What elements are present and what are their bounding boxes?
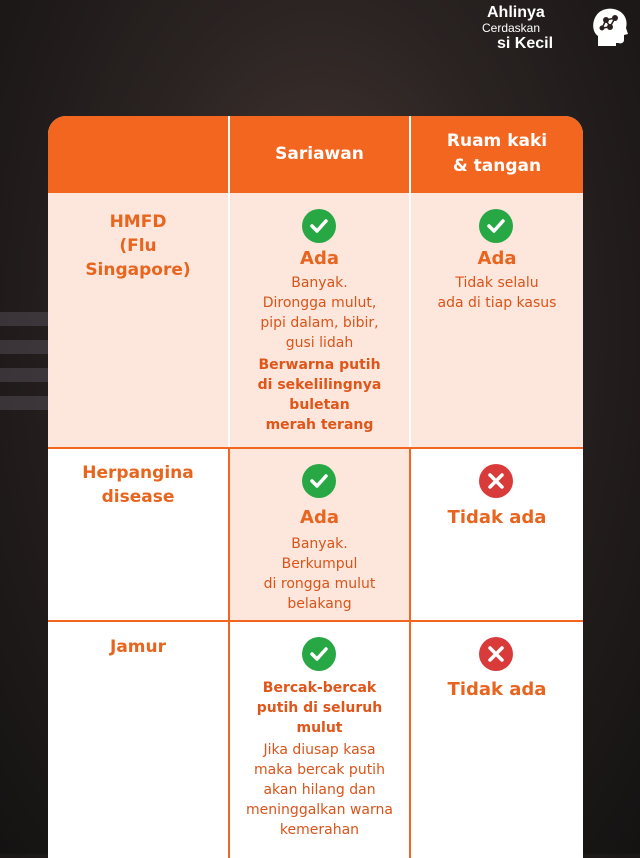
- status-text: Ada: [300, 507, 339, 528]
- row1-ruam-cell: [411, 193, 583, 448]
- header-cell-ruam: [411, 116, 583, 193]
- note-text: Bercak-bercak putih di seluruh mulut: [256, 680, 383, 736]
- row3-sariawan-cell: [230, 622, 409, 858]
- brand-line-3: si Kecil: [497, 35, 554, 52]
- row1-sariawan-cell: [230, 193, 409, 448]
- row-label: Jamur: [110, 637, 166, 657]
- row-label: HMFD (Flu Singapore): [85, 212, 191, 280]
- comparison-table: [48, 116, 583, 858]
- row-divider: [228, 449, 230, 621]
- status-text: Tidak ada: [447, 507, 547, 528]
- status-text: Ada: [300, 248, 339, 269]
- row-divider: [409, 449, 411, 621]
- header-label-sariawan: Sariawan: [275, 144, 364, 164]
- header-label-ruam: Ruam kaki & tangan: [446, 131, 548, 176]
- cross-icon: [479, 464, 513, 498]
- check-icon: [302, 209, 336, 243]
- description-text: Tidak selalu ada di tiap kasus: [437, 275, 557, 311]
- status-text: Tidak ada: [447, 679, 547, 700]
- header-cell-sariawan: [230, 116, 409, 193]
- description-text: Banyak. Dirongga mulut, pipi dalam, bibir, gusi lidah: [260, 275, 379, 351]
- check-icon: [302, 637, 336, 671]
- cross-icon: [479, 637, 513, 671]
- row3-ruam-cell: [411, 622, 583, 858]
- brain-head-icon: [590, 6, 630, 50]
- row2-sariawan-cell: [230, 449, 409, 621]
- row-divider: [228, 193, 230, 448]
- header-divider: [228, 116, 230, 193]
- row-divider: [409, 622, 411, 858]
- header-divider: [409, 116, 411, 193]
- brand-logo: [460, 4, 630, 54]
- row-divider: [228, 622, 230, 858]
- row-label: Herpangina disease: [82, 463, 194, 507]
- description-text: Banyak. Berkumpul di rongga mulut belakang: [263, 536, 376, 612]
- note-text: Berwarna putih di sekelilingnya buletan merah terang: [257, 357, 382, 433]
- row2-ruam-cell: [411, 449, 583, 621]
- brand-line-1: Ahlinya: [487, 4, 545, 21]
- row3-label-cell: [48, 622, 228, 858]
- header-cell-empty: [48, 116, 228, 193]
- row2-label-cell: [48, 449, 228, 621]
- check-icon: [302, 464, 336, 498]
- row1-label-cell: [48, 193, 228, 448]
- status-text: Ada: [477, 248, 517, 269]
- row-divider: [409, 193, 411, 448]
- description-text: Jika diusap kasa maka bercak putih akan hilang dan meninggalkan warna kemerahan: [246, 742, 393, 838]
- brand-line-2: Cerdaskan: [482, 21, 541, 35]
- check-icon: [479, 209, 513, 243]
